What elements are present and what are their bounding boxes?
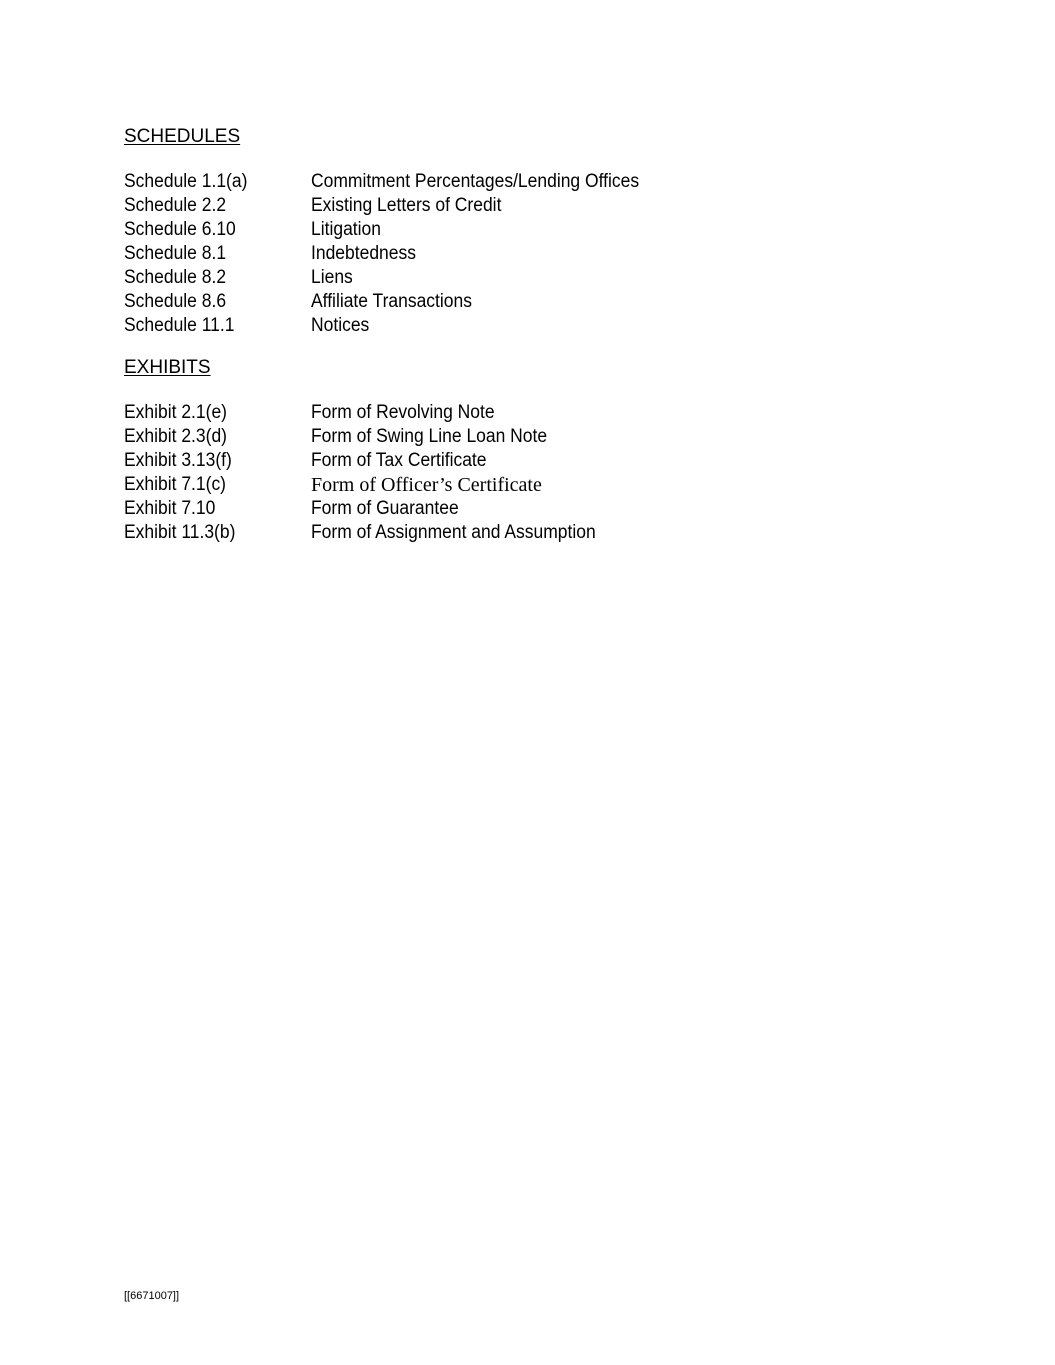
list-item [124,290,668,314]
list-item [124,449,620,473]
schedules-heading: SCHEDULES [124,126,241,147]
list-item [124,170,668,194]
list-item [124,218,668,242]
exhibit-title: Form of Tax Certificate [311,450,487,471]
schedule-title: Affiliate Transactions [311,291,472,312]
list-item [124,497,620,521]
exhibit-id: Exhibit 2.1(e) [124,402,227,423]
list-item [124,473,620,497]
schedule-title: Commitment Percentages/Lending Offices [311,171,640,192]
schedule-id: Schedule 8.1 [124,243,227,264]
schedule-id: Schedule 8.6 [124,291,227,312]
document-code-footer: [[6671007]] [124,1290,180,1302]
list-item [124,401,620,425]
list-item [124,194,668,218]
exhibit-title: Form of Swing Line Loan Note [311,426,548,447]
schedule-id: Schedule 1.1(a) [124,171,248,192]
exhibits-heading: EXHIBITS [124,357,211,378]
schedule-title: Litigation [311,219,381,240]
exhibit-id: Exhibit 7.10 [124,498,216,519]
list-item [124,314,668,338]
exhibit-title: Form of Revolving Note [311,402,495,423]
list-item [124,266,668,290]
exhibit-title: Form of Guarantee [311,498,459,519]
schedule-id: Schedule 2.2 [124,195,227,216]
list-item [124,242,668,266]
schedule-title: Notices [311,315,370,336]
schedule-title: Existing Letters of Credit [311,195,502,216]
exhibit-id: Exhibit 7.1(c) [124,474,227,495]
list-item [124,521,620,545]
schedules-list [124,170,668,338]
exhibit-id: Exhibit 2.3(d) [124,426,227,447]
schedule-id: Schedule 11.1 [124,315,235,336]
exhibit-title: Form of Officer’s Certificate [311,474,542,496]
schedule-title: Liens [311,267,353,288]
list-item [124,425,620,449]
exhibit-id: Exhibit 3.13(f) [124,450,232,471]
exhibits-list [124,401,620,545]
schedule-id: Schedule 8.2 [124,267,227,288]
schedule-title: Indebtedness [311,243,416,264]
schedule-id: Schedule 6.10 [124,219,236,240]
exhibit-title: Form of Assignment and Assumption [311,522,596,543]
exhibit-id: Exhibit 11.3(b) [124,522,236,543]
